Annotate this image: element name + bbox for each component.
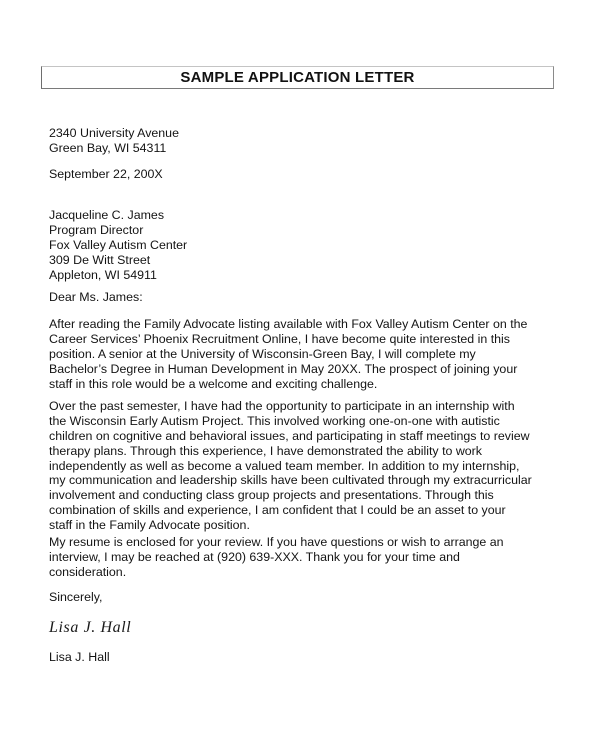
sender-address-line: 2340 University Avenue: [49, 126, 179, 140]
closing-text: Sincerely,: [49, 590, 103, 604]
sender-address: [49, 126, 179, 156]
recipient-address: [49, 208, 187, 282]
printed-name-text: Lisa J. Hall: [49, 650, 110, 664]
paragraph-line: consideration.: [49, 564, 127, 579]
paragraph-2: [49, 399, 532, 533]
title-box: [41, 66, 554, 89]
paragraph-line: Over the past semester, I have had the opportunity to participate in an internship with: [49, 399, 515, 413]
paragraph-line: position. A senior at the University of Wisconsin-Green Bay, I will complete my: [49, 346, 476, 361]
recipient-line: Program Director: [49, 222, 144, 237]
recipient-line: Jacqueline C. James: [49, 208, 165, 222]
salutation-text: Dear Ms. James:: [49, 290, 143, 304]
paragraph-line: My resume is enclosed for your review. If you have questions or wish to arrange an: [49, 535, 504, 549]
recipient-line: Fox Valley Autism Center: [49, 237, 188, 252]
closing: [49, 590, 102, 605]
paragraph-line: staff in the Family Advocate position.: [49, 518, 250, 533]
paragraph-3: [49, 535, 504, 580]
printed-name: [49, 650, 110, 665]
paragraph-line: Career Services’ Phoenix Recruitment Online, I have become quite interested in this: [49, 331, 510, 346]
recipient-line: 309 De Witt Street: [49, 252, 151, 267]
letter-date: [49, 167, 163, 182]
paragraph-line: therapy plans. Through this experience, I have demonstrated the ability to work: [49, 443, 483, 458]
paragraph-line: Bachelor’s Degree in Human Development in May 20XX. The prospect of joining your: [49, 361, 518, 376]
handwritten-signature: Lisa J. Hall: [49, 619, 132, 636]
paragraph-line: staff in this role would be a welcome and exciting challenge.: [49, 376, 378, 391]
salutation: [49, 290, 143, 305]
sender-address-line: Green Bay, WI 54311: [49, 140, 167, 155]
paragraph-line: involvement and conducting class group projects and presentations. Through this: [49, 488, 494, 503]
document-title: SAMPLE APPLICATION LETTER: [180, 69, 415, 86]
paragraph-line: interview, I may be reached at (920) 639-XXX. Thank you for your time and: [49, 549, 460, 564]
date-text: September 22, 200X: [49, 167, 163, 181]
paragraph-line: the Wisconsin Early Autism Project. This involved working one-on-one with autistic: [49, 413, 500, 428]
recipient-line: Appleton, WI 54911: [49, 267, 157, 282]
paragraph-line: independently as well as become a valued team member. In addition to my internship,: [49, 458, 520, 473]
paragraph-line: children on cognitive and behavioral issues, and participating in staff meetings to review: [49, 428, 530, 443]
paragraph-line: combination of skills and experience, I am confident that I could be an asset to your: [49, 503, 506, 518]
paragraph-line: my communication and leadership skills have been cultivated through my extracurricular: [49, 473, 532, 488]
paragraph-line: After reading the Family Advocate listing available with Fox Valley Autism Center on the: [49, 317, 528, 331]
paragraph-1: [49, 317, 527, 391]
